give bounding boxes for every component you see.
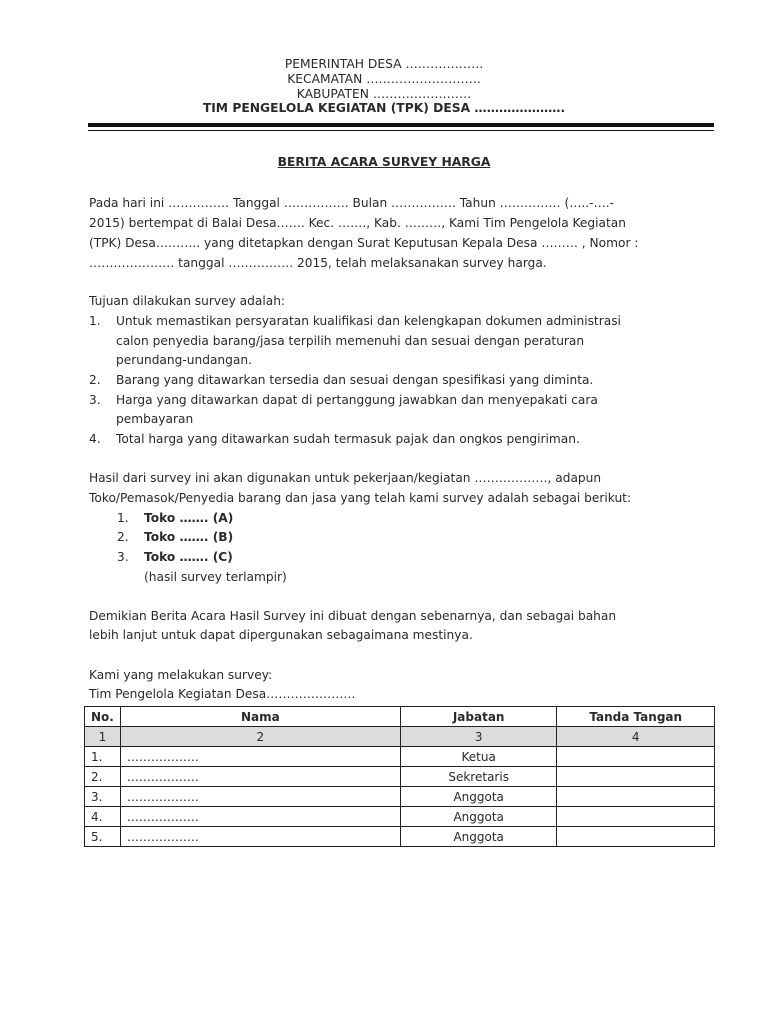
purpose-intro: Tujuan dilakukan survey adalah: — [89, 294, 286, 308]
table-row — [85, 787, 715, 807]
purpose-item-number: 3. — [89, 393, 101, 407]
opening-line: ………………… tanggal ……………. 2015, telah melaksanakan survey harga. — [89, 256, 547, 270]
cell-name: ……………… — [120, 807, 400, 827]
cell-position: Anggota — [400, 827, 557, 847]
cell-position: Sekretaris — [400, 767, 557, 787]
cell-signature — [557, 807, 715, 827]
table-row — [85, 827, 715, 847]
document-title: BERITA ACARA SURVEY HARGA — [277, 155, 491, 169]
shop-number: 3. — [117, 550, 129, 564]
header-committee: TIM PENGELOLA KEGIATAN (TPK) DESA …………………. — [202, 101, 566, 115]
signature-table — [84, 706, 715, 847]
survey-note: (hasil survey terlampir) — [144, 570, 287, 584]
cell-no: 1. — [85, 747, 121, 767]
signers-team: Tim Pengelola Kegiatan Desa…………………. — [89, 687, 356, 701]
purpose-item-text: Harga yang ditawarkan dapat di pertanggung jawabkan dan menyepakati cara — [116, 393, 598, 407]
header-regency: KABUPATEN …………………… — [296, 87, 472, 101]
cell-position: Ketua — [400, 747, 557, 767]
closing-line: lebih lanjut untuk dapat dipergunakan sebagaimana mestinya. — [89, 628, 473, 642]
opening-line: Pada hari ini …………… Tanggal ……………. Bulan ……………. Tahun …………… (…..-….- — [89, 196, 615, 210]
cell-no: 5. — [85, 827, 121, 847]
index-cell: 4 — [557, 727, 715, 747]
purpose-item-text: Total harga yang ditawarkan sudah termasuk pajak dan ongkos pengiriman. — [116, 432, 580, 446]
shop-number: 2. — [117, 530, 129, 544]
cell-name: ……………… — [120, 827, 400, 847]
result-line: Toko/Pemasok/Penyedia barang dan jasa yang telah kami survey adalah sebagai berikut: — [89, 491, 632, 505]
column-header-signature: Tanda Tangan — [557, 707, 715, 727]
shop-name: Toko ……. (A) — [144, 511, 234, 525]
cell-signature — [557, 787, 715, 807]
table-row — [85, 747, 715, 767]
purpose-item-number: 2. — [89, 373, 101, 387]
index-cell: 2 — [120, 727, 400, 747]
opening-line: 2015) bertempat di Balai Desa……. Kec. ……., Kab. ………, Kami Tim Pengelola Kegiatan — [89, 216, 626, 230]
cell-no: 4. — [85, 807, 121, 827]
purpose-item-text: Barang yang ditawarkan tersedia dan sesuai dengan spesifikasi yang diminta. — [116, 373, 594, 387]
result-line: Hasil dari survey ini akan digunakan untuk pekerjaan/kegiatan ………………, adapun — [89, 471, 602, 485]
cell-signature — [557, 827, 715, 847]
index-cell: 3 — [400, 727, 557, 747]
index-cell: 1 — [85, 727, 121, 747]
table-row — [85, 807, 715, 827]
shop-name: Toko ……. (B) — [144, 530, 234, 544]
header-government: PEMERINTAH DESA ………………. — [284, 57, 484, 71]
table-index-row — [85, 727, 715, 747]
column-header-no: No. — [85, 707, 121, 727]
cell-position: Anggota — [400, 787, 557, 807]
purpose-item-text: Untuk memastikan persyaratan kualifikasi dan kelengkapan dokumen administrasi — [116, 314, 621, 328]
opening-line: (TPK) Desa……….. yang ditetapkan dengan Surat Keputusan Kepala Desa ……… , Nomor : — [89, 236, 639, 250]
closing-line: Demikian Berita Acara Hasil Survey ini dibuat dengan sebenarnya, dan sebagai bahan — [89, 609, 617, 623]
purpose-item-number: 1. — [89, 314, 101, 328]
cell-no: 3. — [85, 787, 121, 807]
table-header-row — [85, 707, 715, 727]
signers-intro: Kami yang melakukan survey: — [89, 668, 273, 682]
shop-name: Toko ……. (C) — [144, 550, 233, 564]
cell-no: 2. — [85, 767, 121, 787]
cell-name: ……………… — [120, 747, 400, 767]
header-district: KECAMATAN ………………………. — [287, 72, 481, 86]
cell-signature — [557, 747, 715, 767]
purpose-item-text: pembayaran — [116, 412, 194, 426]
header-divider-thick — [88, 123, 714, 127]
cell-position: Anggota — [400, 807, 557, 827]
column-header-name: Nama — [120, 707, 400, 727]
shop-number: 1. — [117, 511, 129, 525]
column-header-position: Jabatan — [400, 707, 557, 727]
header-divider-thin — [88, 130, 714, 131]
table-row — [85, 767, 715, 787]
purpose-item-text: calon penyedia barang/jasa terpilih memenuhi dan sesuai dengan peraturan — [116, 334, 585, 348]
purpose-item-text: perundang-undangan. — [116, 353, 252, 367]
cell-name: ……………… — [120, 767, 400, 787]
cell-name: ……………… — [120, 787, 400, 807]
purpose-item-number: 4. — [89, 432, 101, 446]
cell-signature — [557, 767, 715, 787]
